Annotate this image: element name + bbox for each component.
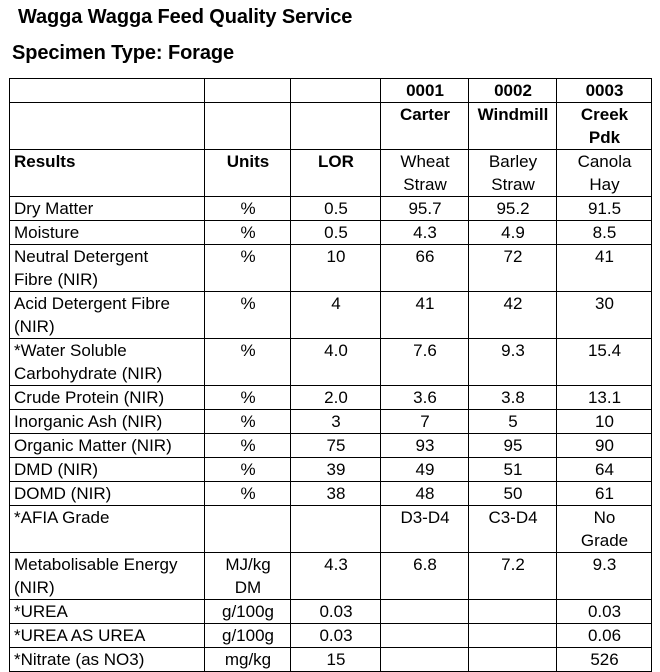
result-name-cell	[10, 386, 205, 410]
lor-cell-text: 0.5	[324, 223, 348, 242]
sample-3-value-cell	[557, 339, 652, 386]
units-header	[205, 150, 291, 197]
column-header-row	[10, 150, 652, 197]
sample-1-value-cell-text: 66	[415, 247, 435, 266]
sample-1-value-cell	[381, 482, 469, 506]
sample-id-cell	[469, 79, 557, 103]
sample-1-value-cell-text: 49	[415, 460, 435, 479]
table-row	[10, 339, 652, 386]
lor-cell-text: 10	[326, 247, 346, 266]
lor-cell	[291, 386, 381, 410]
table-row	[10, 434, 652, 458]
sample-3-value-cell-text: 64	[595, 460, 614, 479]
result-name-cell	[10, 648, 205, 672]
lor-cell	[291, 506, 381, 553]
sample-1-value-cell-text: 7	[420, 412, 430, 431]
sample-3-value-cell	[557, 553, 652, 600]
result-name-cell-text: (NIR)	[14, 578, 55, 597]
result-name-cell-text: Acid Detergent Fibre	[14, 294, 170, 313]
sample-1-value-cell-text: D3-D4	[400, 508, 450, 527]
result-name-cell-text: *AFIA Grade	[14, 508, 110, 527]
sample-1-value-cell-text: 6.8	[413, 555, 437, 574]
sample-type-header	[557, 150, 652, 197]
units-cell-text: %	[240, 388, 256, 407]
sample-1-value-cell	[381, 339, 469, 386]
lor-cell	[291, 624, 381, 648]
units-cell	[205, 221, 291, 245]
sample-3-value-cell	[557, 197, 652, 221]
result-name-cell	[10, 221, 205, 245]
sample-2-value-cell-text: 42	[503, 294, 523, 313]
sample-2-value-cell-text: 51	[503, 460, 523, 479]
result-name-cell-text: Neutral Detergent	[14, 247, 149, 266]
lor-cell-text: 2.0	[324, 388, 348, 407]
result-name-cell	[10, 482, 205, 506]
results-header-text: Results	[14, 152, 76, 171]
sample-1-value-cell-text: 93	[415, 436, 435, 455]
units-cell-text: %	[240, 199, 256, 218]
result-name-cell	[10, 434, 205, 458]
sample-3-value-cell-text: 526	[590, 650, 619, 669]
table-row	[10, 292, 652, 339]
lor-cell	[291, 553, 381, 600]
sample-1-value-cell	[381, 624, 469, 648]
sample-1-value-cell	[381, 648, 469, 672]
result-name-cell	[10, 600, 205, 624]
lor-header	[291, 150, 381, 197]
result-name-cell-text: Dry Matter	[14, 199, 94, 218]
sample-1-value-cell-text: 4.3	[413, 223, 437, 242]
lor-cell	[291, 197, 381, 221]
sample-1-value-cell	[381, 506, 469, 553]
units-cell	[205, 197, 291, 221]
lor-cell-text: 75	[326, 436, 346, 455]
result-name-cell	[10, 506, 205, 553]
sample-2-value-cell	[469, 339, 557, 386]
result-name-cell-text: DMD (NIR)	[14, 460, 99, 479]
sample-2-value-cell	[469, 458, 557, 482]
sample-1-value-cell	[381, 197, 469, 221]
result-name-cell	[10, 292, 205, 339]
units-cell-text: %	[240, 247, 256, 266]
result-name-cell-text: Inorganic Ash (NIR)	[14, 412, 163, 431]
sample-2-value-cell	[469, 506, 557, 553]
lor-cell	[291, 410, 381, 434]
sample-1-value-cell-text: 7.6	[413, 341, 437, 360]
sample-3-value-cell-text: 61	[595, 484, 614, 503]
result-name-cell-text: DOMD (NIR)	[14, 484, 112, 503]
table-row	[10, 553, 652, 600]
sample-2-value-cell-text: 5	[508, 412, 518, 431]
sample-type-header-text: Barley	[488, 152, 538, 171]
sample-3-value-cell-text: 90	[595, 436, 614, 455]
sample-name-cell	[381, 103, 469, 150]
sample-type-header	[469, 150, 557, 197]
sample-1-value-cell-text: 41	[415, 294, 435, 313]
table-row	[10, 410, 652, 434]
result-name-cell-text: Carbohydrate (NIR)	[14, 364, 163, 383]
sample-1-value-cell-text: 95.7	[408, 199, 442, 218]
sample-name-cell	[291, 103, 381, 150]
table-row	[10, 624, 652, 648]
sample-1-value-cell	[381, 434, 469, 458]
units-cell	[205, 506, 291, 553]
units-cell-text: %	[240, 436, 256, 455]
table-row	[10, 245, 652, 292]
sample-type-header-text: Hay	[589, 175, 620, 194]
units-cell-text: %	[240, 412, 256, 431]
units-cell	[205, 245, 291, 292]
lor-cell-text: 38	[326, 484, 346, 503]
sample-3-value-cell-text: 0.06	[587, 626, 622, 645]
units-cell	[205, 458, 291, 482]
sample-1-value-cell	[381, 600, 469, 624]
sample-type-header-text: Straw	[403, 175, 447, 194]
specimen-type-heading: Specimen Type: Forage	[12, 42, 235, 64]
sample-3-value-cell-text: No	[593, 508, 616, 527]
sample-2-value-cell-text: 72	[503, 247, 523, 266]
sample-2-value-cell-text: 50	[503, 484, 523, 503]
sample-name-row	[10, 103, 652, 150]
sample-3-value-cell	[557, 458, 652, 482]
lor-cell	[291, 221, 381, 245]
result-name-cell-text: *UREA	[14, 602, 68, 621]
sample-2-value-cell	[469, 292, 557, 339]
units-cell	[205, 624, 291, 648]
sample-3-value-cell	[557, 506, 652, 553]
table-row	[10, 386, 652, 410]
sample-type-header	[381, 150, 469, 197]
lor-cell-text: 0.03	[319, 626, 353, 645]
sample-2-value-cell-text: 7.2	[501, 555, 525, 574]
result-name-cell	[10, 553, 205, 600]
sample-2-value-cell	[469, 197, 557, 221]
sample-name-cell-text: Pdk	[588, 128, 621, 147]
sample-id-cell	[10, 79, 205, 103]
result-name-cell-text: Organic Matter (NIR)	[14, 436, 172, 455]
table-row	[10, 506, 652, 553]
result-name-cell-text: Moisture	[14, 223, 80, 242]
units-cell	[205, 482, 291, 506]
sample-type-header-text: Straw	[491, 175, 535, 194]
sample-2-value-cell-text: C3-D4	[488, 508, 538, 527]
sample-1-value-cell	[381, 553, 469, 600]
sample-3-value-cell-text: 30	[595, 294, 614, 313]
sample-id-cell	[557, 79, 652, 103]
sample-2-value-cell	[469, 600, 557, 624]
sample-1-value-cell-text: 48	[415, 484, 435, 503]
sample-id-cell-text: 0001	[406, 81, 444, 100]
sample-3-value-cell	[557, 434, 652, 458]
sample-3-value-cell-text: 15.4	[587, 341, 622, 360]
units-cell-text: %	[240, 223, 256, 242]
units-cell-text: %	[240, 341, 256, 360]
units-cell	[205, 434, 291, 458]
result-name-cell	[10, 458, 205, 482]
sample-3-value-cell-text: 10	[595, 412, 614, 431]
sample-3-value-cell-text: Grade	[580, 531, 629, 550]
sample-id-cell-text: 0003	[585, 81, 624, 100]
sample-1-value-cell	[381, 458, 469, 482]
result-name-cell	[10, 410, 205, 434]
units-cell-text: %	[240, 484, 256, 503]
lor-cell	[291, 292, 381, 339]
units-cell	[205, 339, 291, 386]
sample-2-value-cell	[469, 410, 557, 434]
result-name-cell	[10, 339, 205, 386]
result-name-cell-text: *Water Soluble	[14, 341, 127, 360]
units-cell-text: DM	[234, 578, 262, 597]
lor-cell-text: 4.0	[324, 341, 348, 360]
sample-id-cell	[381, 79, 469, 103]
table-row	[10, 458, 652, 482]
lor-cell-text: 3	[331, 412, 341, 431]
table-row	[10, 600, 652, 624]
lor-cell	[291, 648, 381, 672]
lor-cell-text: 39	[326, 460, 346, 479]
units-cell-text: %	[240, 294, 256, 313]
table-row	[10, 221, 652, 245]
units-cell	[205, 410, 291, 434]
table-row	[10, 482, 652, 506]
sample-1-value-cell	[381, 245, 469, 292]
result-name-cell-text: *UREA AS UREA	[14, 626, 146, 645]
sample-3-value-cell	[557, 221, 652, 245]
sample-id-cell	[291, 79, 381, 103]
result-name-cell-text: *Nitrate (as NO3)	[14, 650, 145, 669]
sample-2-value-cell	[469, 245, 557, 292]
sample-name-cell	[469, 103, 557, 150]
sample-2-value-cell-text: 9.3	[501, 341, 525, 360]
units-cell	[205, 292, 291, 339]
sample-1-value-cell	[381, 292, 469, 339]
sample-name-cell	[10, 103, 205, 150]
lor-cell	[291, 339, 381, 386]
lor-cell-text: 4	[331, 294, 341, 313]
units-cell	[205, 648, 291, 672]
sample-3-value-cell	[557, 410, 652, 434]
sample-name-cell-text: Creek	[580, 105, 629, 124]
sample-3-value-cell	[557, 292, 652, 339]
result-name-cell	[10, 197, 205, 221]
result-name-cell-text: Fibre (NIR)	[14, 270, 99, 289]
results-table	[9, 78, 652, 672]
table-row	[10, 648, 652, 672]
sample-name-cell	[205, 103, 291, 150]
units-cell	[205, 553, 291, 600]
sample-2-value-cell-text: 95.2	[496, 199, 530, 218]
sample-2-value-cell-text: 4.9	[501, 223, 525, 242]
sample-id-row	[10, 79, 652, 103]
sample-3-value-cell	[557, 482, 652, 506]
units-cell-text: g/100g	[222, 626, 274, 645]
lor-cell	[291, 482, 381, 506]
lor-header-text: LOR	[318, 152, 354, 171]
sample-3-value-cell	[557, 386, 652, 410]
units-header-text: Units	[226, 152, 270, 171]
sample-id-cell	[205, 79, 291, 103]
lor-cell-text: 0.03	[319, 602, 353, 621]
page-title: Wagga Wagga Feed Quality Service	[18, 6, 353, 28]
result-name-cell	[10, 624, 205, 648]
sample-3-value-cell-text: 41	[595, 247, 614, 266]
sample-3-value-cell	[557, 648, 652, 672]
sample-3-value-cell-text: 91.5	[587, 199, 622, 218]
units-cell-text: mg/kg	[224, 650, 272, 669]
sample-2-value-cell	[469, 482, 557, 506]
results-header	[10, 150, 205, 197]
sample-3-value-cell-text: 9.3	[592, 555, 617, 574]
result-name-cell	[10, 245, 205, 292]
sample-2-value-cell	[469, 553, 557, 600]
units-cell-text: %	[240, 460, 256, 479]
sample-name-cell-text: Windmill	[477, 105, 549, 124]
sample-3-value-cell-text: 0.03	[587, 602, 622, 621]
sample-3-value-cell-text: 8.5	[592, 223, 617, 242]
sample-name-cell-text: Carter	[399, 105, 451, 124]
sample-2-value-cell	[469, 624, 557, 648]
lor-cell-text: 15	[326, 650, 346, 669]
sample-2-value-cell-text: 95	[503, 436, 523, 455]
sample-2-value-cell	[469, 386, 557, 410]
sample-2-value-cell	[469, 648, 557, 672]
sample-3-value-cell-text: 13.1	[587, 388, 622, 407]
lor-cell	[291, 600, 381, 624]
sample-2-value-cell	[469, 221, 557, 245]
table-row	[10, 197, 652, 221]
units-cell	[205, 386, 291, 410]
sample-2-value-cell	[469, 434, 557, 458]
sample-1-value-cell-text: 3.6	[413, 388, 437, 407]
sample-2-value-cell-text: 3.8	[501, 388, 525, 407]
units-cell-text: g/100g	[222, 602, 274, 621]
sample-type-header-text: Canola	[577, 152, 632, 171]
result-name-cell-text: Crude Protein (NIR)	[14, 388, 165, 407]
lor-cell	[291, 434, 381, 458]
sample-3-value-cell	[557, 600, 652, 624]
sample-1-value-cell	[381, 221, 469, 245]
lor-cell-text: 4.3	[324, 555, 348, 574]
lor-cell	[291, 458, 381, 482]
sample-id-cell-text: 0002	[494, 81, 532, 100]
units-cell	[205, 600, 291, 624]
sample-name-cell	[557, 103, 652, 150]
lor-cell	[291, 245, 381, 292]
sample-3-value-cell	[557, 245, 652, 292]
lor-cell-text: 0.5	[324, 199, 348, 218]
sample-type-header-text: Wheat	[400, 152, 450, 171]
sample-3-value-cell	[557, 624, 652, 648]
sample-1-value-cell	[381, 410, 469, 434]
sample-1-value-cell	[381, 386, 469, 410]
units-cell-text: MJ/kg	[225, 555, 271, 574]
result-name-cell-text: (NIR)	[14, 317, 55, 336]
result-name-cell-text: Metabolisable Energy	[14, 555, 178, 574]
